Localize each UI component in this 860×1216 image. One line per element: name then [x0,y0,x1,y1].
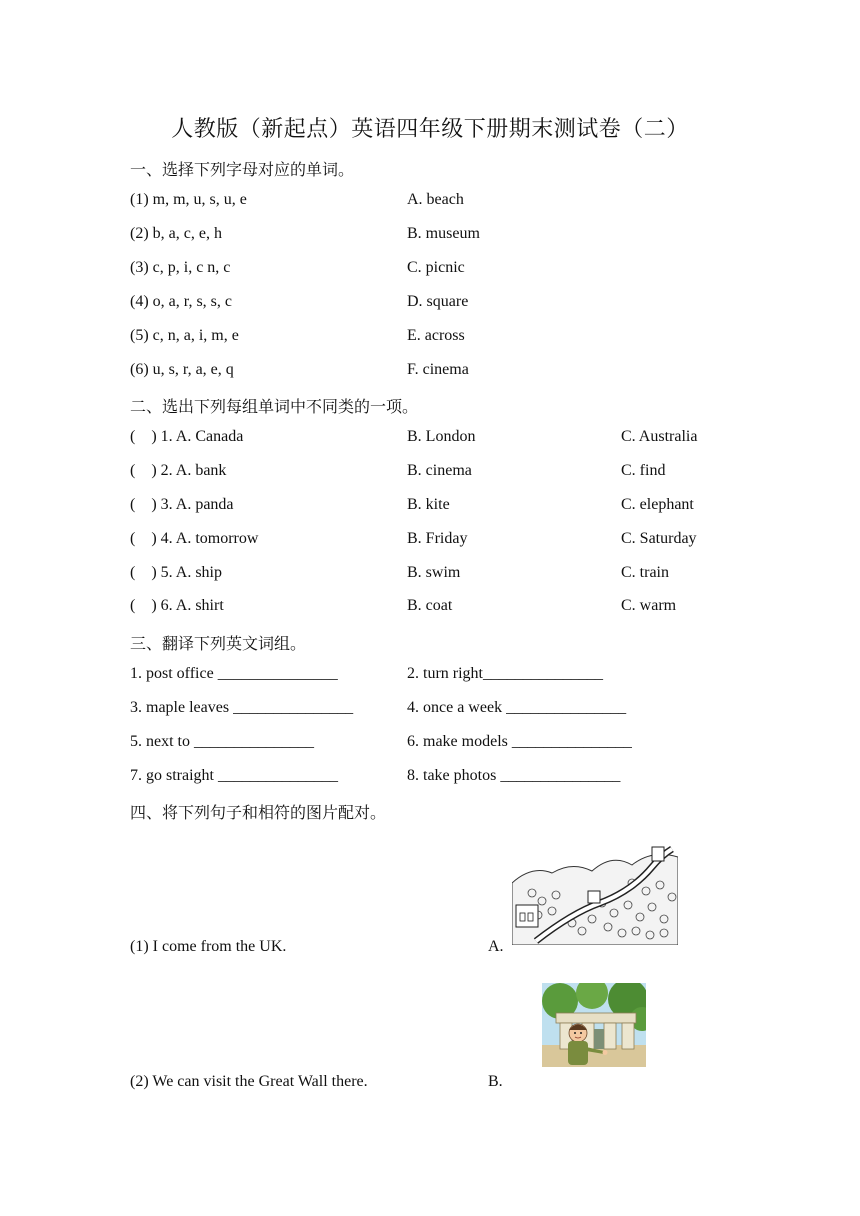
section-2-option-a: ( ) 6. A. shirt [130,597,224,614]
section-1-option: D. square [407,293,469,310]
section-2-option-a: ( ) 4. A. tomorrow [130,530,259,547]
section-3-phrase: 8. take photos _______________ [407,767,621,784]
section-2-option-c: C. Australia [621,428,698,445]
section-3-phrase: 1. post office _______________ [130,665,338,682]
section-1-option: C. picnic [407,259,465,276]
section-1-option: A. beach [407,191,464,208]
section-2-option-b: B. London [407,428,476,445]
section-4-sentence: (2) We can visit the Great Wall there. [130,1073,368,1090]
section-2-option-a: ( ) 3. A. panda [130,496,234,513]
section-2-option-c: C. elephant [621,496,694,513]
section-4-label: B. [488,1073,503,1090]
section-2-option-c: C. train [621,564,669,581]
section-2-option-b: B. swim [407,564,461,581]
boy-at-gate-picture [542,983,646,1067]
section-1-option: F. cinema [407,361,469,378]
section-3-heading: 三、翻译下列英文词组。 [130,636,307,653]
section-4-label: A. [488,938,504,955]
section-1-item: (1) m, m, u, s, u, e [130,191,247,208]
section-4-sentence: (1) I come from the UK. [130,938,287,955]
section-1-option: B. museum [407,225,480,242]
section-2-option-c: C. find [621,462,666,479]
section-1-item: (6) u, s, r, a, e, q [130,361,234,378]
section-3-phrase: 4. once a week _______________ [407,699,627,716]
section-3-phrase: 3. maple leaves _______________ [130,699,354,716]
section-2-heading: 二、选出下列每组单词中不同类的一项。 [130,399,419,416]
section-3-phrase: 6. make models _______________ [407,733,632,750]
section-1-item: (3) c, p, i, c n, c [130,259,231,276]
page-title: 人教版（新起点）英语四年级下册期末测试卷（二） [171,116,689,141]
section-2-option-b: B. Friday [407,530,468,547]
section-2-option-c: C. Saturday [621,530,697,547]
section-4-heading: 四、将下列句子和相符的图片配对。 [130,805,387,822]
section-1-option: E. across [407,327,465,344]
section-2-option-a: ( ) 5. A. ship [130,564,222,581]
section-2-option-a: ( ) 1. A. Canada [130,428,244,445]
section-3-phrase: 7. go straight _______________ [130,767,338,784]
section-1-item: (5) c, n, a, i, m, e [130,327,239,344]
section-1-item: (2) b, a, c, e, h [130,225,222,242]
section-2-option-b: B. kite [407,496,450,513]
section-3-phrase: 5. next to _______________ [130,733,314,750]
section-2-option-b: B. coat [407,597,453,614]
section-2-option-a: ( ) 2. A. bank [130,462,227,479]
section-3-phrase: 2. turn right_______________ [407,665,603,682]
section-1-item: (4) o, a, r, s, s, c [130,293,232,310]
section-2-option-b: B. cinema [407,462,472,479]
great-wall-picture [512,843,678,945]
section-2-option-c: C. warm [621,597,677,614]
section-1-heading: 一、选择下列字母对应的单词。 [130,162,355,179]
